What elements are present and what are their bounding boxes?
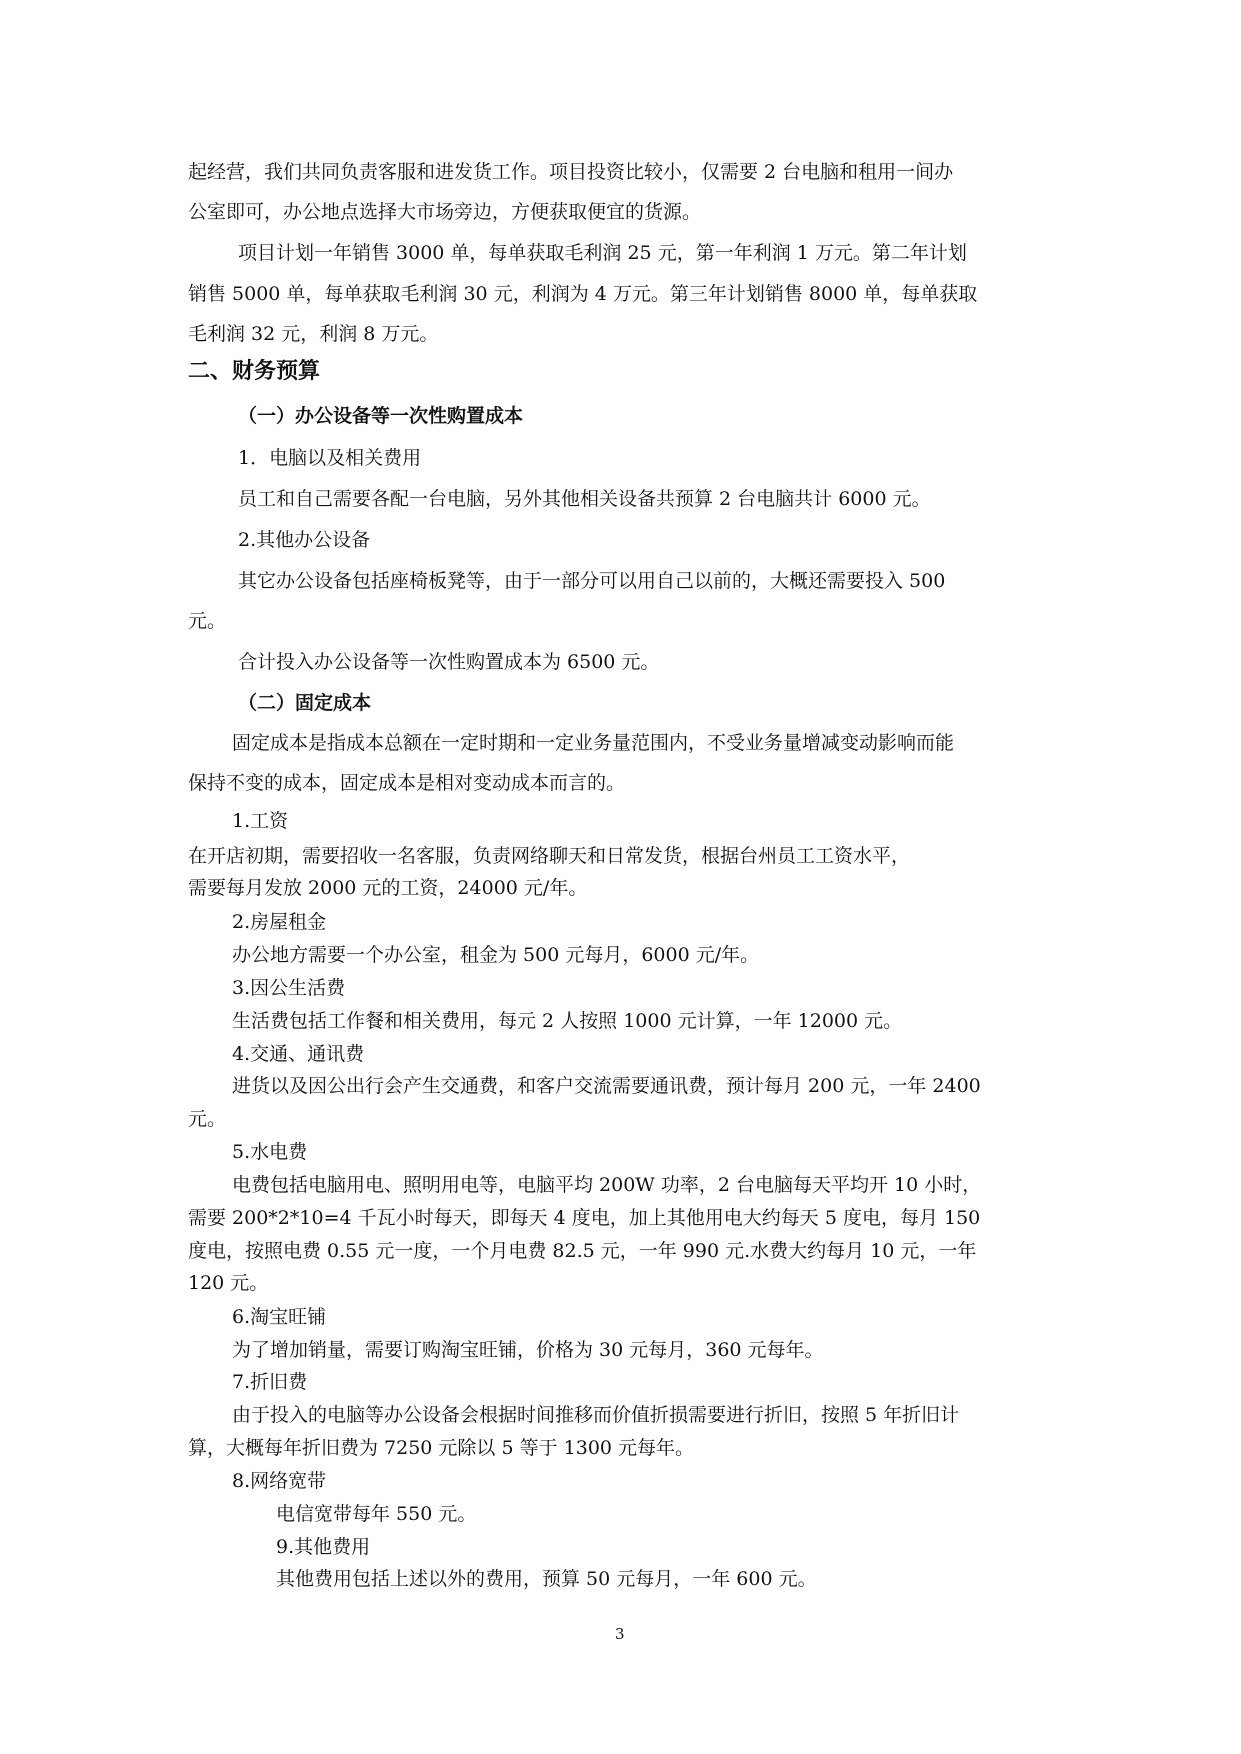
paragraph-line: 起经营，我们共同负责客服和进发货工作。项目投资比较小，仅需要 2 台电脑和租用一间办 xyxy=(188,161,954,183)
paragraph-line: 项目计划一年销售 3000 单，每单获取毛利润 25 元，第一年利润 1 万元。第二年计划 xyxy=(238,242,967,264)
paragraph-line: 算，大概每年折旧费为 7250 元除以 5 等于 1300 元每年。 xyxy=(188,1437,695,1459)
item-title: 8.网络宽带 xyxy=(232,1470,327,1492)
paragraph-line: 销售 5000 单，每单获取毛利润 30 元，利润为 4 万元。第三年计划销售 8000 单，每单获取 xyxy=(188,283,978,305)
item-title: 1．电脑以及相关费用 xyxy=(238,447,422,469)
paragraph-line: 保持不变的成本，固定成本是相对变动成本而言的。 xyxy=(188,772,626,794)
page-number: 3 xyxy=(615,1625,625,1643)
paragraph-line: 元。 xyxy=(188,1108,227,1130)
paragraph-line: 生活费包括工作餐和相关费用，每元 2 人按照 1000 元计算，一年 12000 元。 xyxy=(232,1010,903,1032)
paragraph-line: 电信宽带每年 550 元。 xyxy=(276,1503,477,1525)
paragraph-line: 其它办公设备包括座椅板凳等，由于一部分可以用自己以前的，大概还需要投入 500 xyxy=(238,570,946,592)
item-title: 9.其他费用 xyxy=(276,1536,371,1558)
paragraph-line: 员工和自己需要各配一台电脑，另外其他相关设备共预算 2 台电脑共计 6000 元。 xyxy=(238,488,931,510)
item-title: 2.房屋租金 xyxy=(232,911,327,933)
paragraph-line: 公室即可，办公地点选择大市场旁边，方便获取便宜的货源。 xyxy=(188,201,702,223)
paragraph-line: 固定成本是指成本总额在一定时期和一定业务量范围内，不受业务量增减变动影响而能 xyxy=(232,732,955,754)
paragraph-line: 其他费用包括上述以外的费用，预算 50 元每月，一年 600 元。 xyxy=(276,1568,817,1590)
paragraph-line: 办公地方需要一个办公室，租金为 500 元每月，6000 元/年。 xyxy=(232,944,760,966)
item-title: 4.交通、通讯费 xyxy=(232,1043,365,1065)
paragraph-line: 毛利润 32 元，利润 8 万元。 xyxy=(188,323,439,345)
item-title: 6.淘宝旺铺 xyxy=(232,1306,327,1328)
subsection-heading: （二）固定成本 xyxy=(238,692,372,714)
paragraph-line: 为了增加销量，需要订购淘宝旺铺，价格为 30 元每月，360 元每年。 xyxy=(232,1339,824,1361)
paragraph-line: 度电，按照电费 0.55 元一度，一个月电费 82.5 元，一年 990 元.水费大约每月 10 元，一年 xyxy=(188,1240,977,1262)
item-title: 3.因公生活费 xyxy=(232,977,346,999)
paragraph-line: 合计投入办公设备等一次性购置成本为 6500 元。 xyxy=(238,651,660,673)
paragraph-line: 电费包括电脑用电、照明用电等，电脑平均 200W 功率，2 台电脑每天平均开 10 小时， xyxy=(232,1174,982,1196)
paragraph-line: 元。 xyxy=(188,610,227,632)
paragraph-line: 需要 200*2*10=4 千瓦小时每天，即每天 4 度电，加上其他用电大约每天 5 度电，每月 150 xyxy=(188,1207,981,1229)
section-title: 二、财务预算 xyxy=(188,359,321,384)
subsection-heading: （一）办公设备等一次性购置成本 xyxy=(238,405,524,427)
item-title: 2.其他办公设备 xyxy=(238,529,371,551)
paragraph-line: 需要每月发放 2000 元的工资，24000 元/年。 xyxy=(188,877,588,899)
item-title: 7.折旧费 xyxy=(232,1371,308,1393)
item-title: 1.工资 xyxy=(232,810,289,832)
paragraph-line: 120 元。 xyxy=(188,1272,269,1294)
item-title: 5.水电费 xyxy=(232,1141,308,1163)
paragraph-line: 在开店初期，需要招收一名客服，负责网络聊天和日常发货，根据台州员工工资水平， xyxy=(188,845,911,867)
paragraph-line: 进货以及因公出行会产生交通费，和客户交流需要通讯费，预计每月 200 元，一年 2400 xyxy=(232,1075,981,1097)
paragraph-line: 由于投入的电脑等办公设备会根据时间推移而价值折损需要进行折旧，按照 5 年折旧计 xyxy=(232,1404,960,1426)
